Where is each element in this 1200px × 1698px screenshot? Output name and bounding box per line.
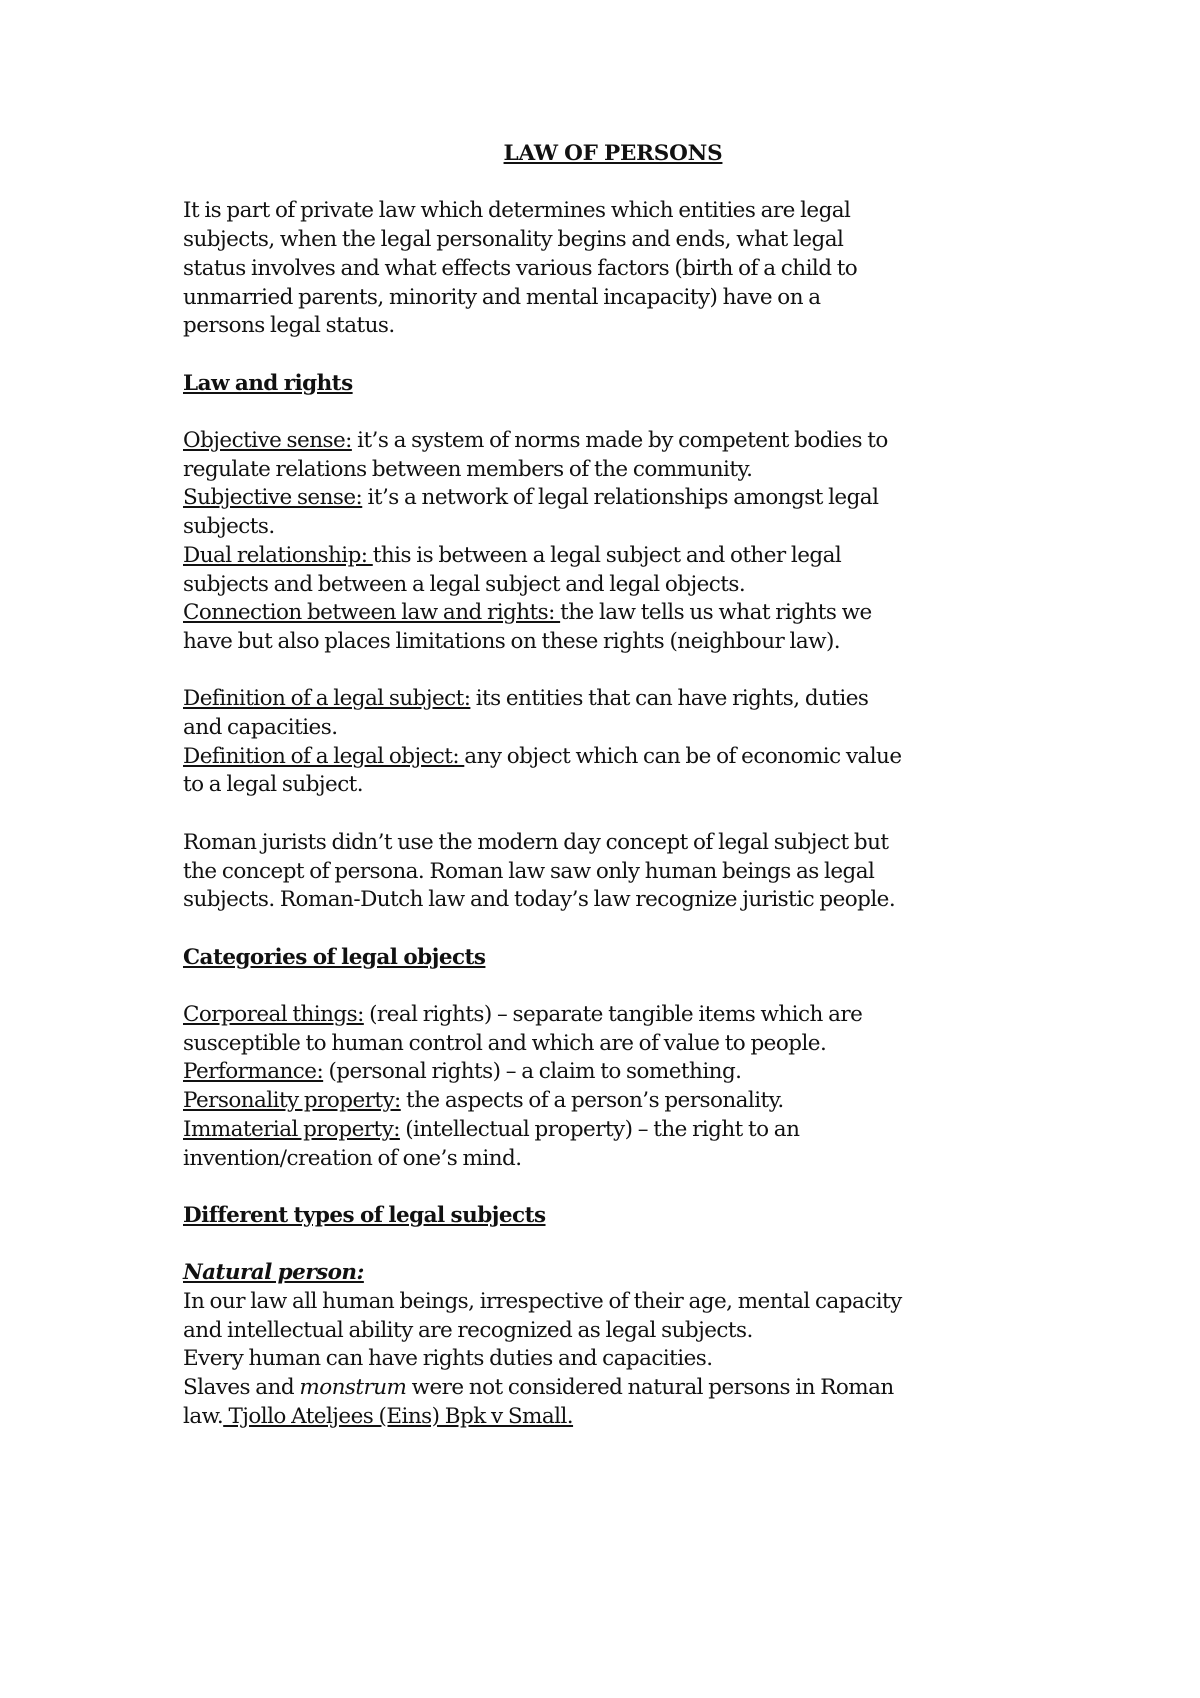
heading-different-types-of-legal-subjects: Different types of legal subjects <box>183 1202 546 1228</box>
intro-line: subjects, when the legal personality begins and ends, what legal <box>183 227 844 253</box>
law-and-rights-section <box>183 427 1043 657</box>
personality-property-text: the aspects of a person’s personality. <box>400 1088 784 1114</box>
legal-object-term: Definition of a legal object: <box>183 743 465 769</box>
connection-text: the law tells us what rights we <box>560 600 872 626</box>
spacer <box>183 800 1043 829</box>
spacer <box>183 1231 1043 1260</box>
spacer <box>183 657 1043 686</box>
legal-subject-text: its entities that can have rights, duties <box>470 686 869 712</box>
dual-relationship-term: Dual relationship: <box>183 542 373 568</box>
performance-term: Performance: <box>183 1059 324 1085</box>
document-title: LAW OF PERSONS <box>503 141 723 166</box>
natural-person-section <box>183 1259 1043 1431</box>
natural-person-line: In our law all human beings, irrespective of their age, mental capacity <box>183 1288 902 1314</box>
dual-relationship-line: subjects and between a legal subject and legal objects. <box>183 571 746 597</box>
roman-line: the concept of persona. Roman law saw only human beings as legal <box>183 858 875 884</box>
subjective-sense-term: Subjective sense: <box>183 485 363 511</box>
intro-paragraph <box>183 197 1043 341</box>
dual-relationship-line <box>183 542 1043 571</box>
spacer <box>183 398 1043 427</box>
personality-property-line <box>183 1087 1043 1116</box>
connection-line <box>183 599 1043 628</box>
immaterial-property-text: (intellectual property) – the right to an <box>399 1116 800 1142</box>
immaterial-property-term: Immaterial property: <box>183 1116 400 1142</box>
corporeal-things-line: susceptible to human control and which are of value to people. <box>183 1030 827 1056</box>
roman-paragraph <box>183 829 1043 915</box>
corporeal-things-text: (real rights) – separate tangible items which are <box>363 1001 863 1027</box>
legal-object-definition-line: to a legal subject. <box>183 772 364 798</box>
law-text: law. <box>183 1403 224 1429</box>
intro-line: persons legal status. <box>183 313 395 339</box>
immaterial-property-line <box>183 1116 1043 1145</box>
monstrum-term: monstrum <box>299 1375 407 1401</box>
spacer <box>183 972 1043 1001</box>
roman-line: subjects. Roman-Dutch law and today’s law recognize juristic people. <box>183 887 896 913</box>
performance-line <box>183 1058 1043 1087</box>
natural-person-line: Every human can have rights duties and capacities. <box>183 1346 713 1372</box>
categories-section <box>183 1001 1043 1173</box>
immaterial-property-line: invention/creation of one’s mind. <box>183 1145 522 1171</box>
spacer <box>183 341 1043 370</box>
legal-subject-definition-line: and capacities. <box>183 715 338 740</box>
dual-relationship-text: this is between a legal subject and other legal <box>372 542 842 568</box>
corporeal-things-term: Corporeal things: <box>183 1001 364 1027</box>
natural-person-heading: Natural person: <box>183 1260 364 1286</box>
legal-object-definition-line <box>183 743 1043 772</box>
definitions-section <box>183 685 1043 800</box>
natural-person-line: and intellectual ability are recognized as legal subjects. <box>183 1317 753 1343</box>
spacer <box>183 1173 1043 1202</box>
corporeal-things-line <box>183 1001 1043 1030</box>
roman-law-text: were not considered natural persons in Roman <box>406 1375 894 1401</box>
spacer <box>183 915 1043 944</box>
personality-property-term: Personality property: <box>183 1088 401 1114</box>
legal-object-text: any object which can be of economic value <box>464 743 902 769</box>
objective-sense-term: Objective sense: <box>183 427 352 453</box>
objective-sense-line <box>183 427 1043 456</box>
subjective-sense-line <box>183 484 1043 513</box>
legal-subject-term: Definition of a legal subject: <box>183 686 471 712</box>
connection-line: have but also places limitations on these rights (neighbour law). <box>183 628 841 654</box>
objective-sense-line: regulate relations between members of the community. <box>183 456 753 482</box>
heading-categories-of-legal-objects: Categories of legal objects <box>183 944 486 970</box>
natural-person-line <box>183 1374 1043 1403</box>
intro-line: It is part of private law which determines which entities are legal <box>183 198 851 224</box>
document-page <box>183 140 1043 1432</box>
intro-line: status involves and what effects various factors (birth of a child to <box>183 255 858 281</box>
connection-term: Connection between law and rights: <box>183 600 561 626</box>
objective-sense-text: it’s a system of norms made by competent bodies to <box>351 427 888 453</box>
roman-line: Roman jurists didn’t use the modern day concept of legal subject but <box>183 829 889 855</box>
intro-line: unmarried parents, minority and mental incapacity) have on a <box>183 284 821 310</box>
subjective-sense-text: it’s a network of legal relationships amongst legal <box>362 485 879 511</box>
natural-person-line <box>183 1403 1043 1432</box>
heading-law-and-rights: Law and rights <box>183 370 353 396</box>
case-citation: Tjollo Ateljees (Eins) Bpk v Small. <box>223 1403 574 1429</box>
slaves-text: Slaves and <box>183 1375 300 1401</box>
performance-text: (personal rights) – a claim to something. <box>323 1059 742 1085</box>
legal-subject-definition-line <box>183 685 1043 714</box>
subjective-sense-line: subjects. <box>183 514 275 540</box>
